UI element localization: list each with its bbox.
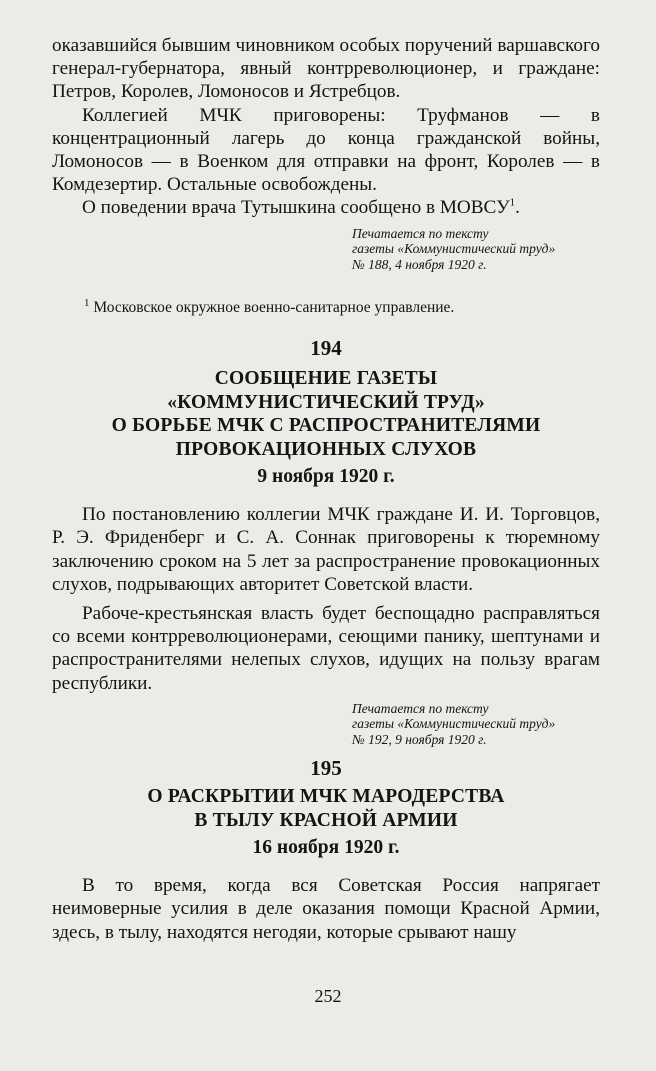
document-title: [52, 785, 600, 832]
paragraph-warning: Рабоче-крестьянская власть будет беспощадно расправляться со всеми контрреволюционерами, сеющими панику, шептунами и распространителями нелепых слухов, идущих на пользу врагам республики.: [52, 602, 600, 694]
paragraph-verdict: Коллегией МЧК приговорены: Труфманов — в концентрационный лагерь до конца гражданской войны, Ломоносов — в Военком для отправки на фронт, Королев — в Комдезертир. Остальные освобождены.: [52, 104, 600, 196]
source-note: Печатается по тексту газеты «Коммунистический труд» № 192, 9 ноября 1920 г.: [352, 700, 556, 747]
footnote-mark: 1: [84, 296, 90, 309]
paragraph-sentence: По постановлению коллегии МЧК граждане И. И. Торговцов, Р. Э. Фриденберг и С. А. Соннак приговорены к тюремному заключению сроком на 5 лет за распространение провокационных слухов, подрывающих авторитет Советской власти.: [52, 504, 600, 595]
paragraph-doctor: [52, 196, 600, 219]
page-number: 252: [314, 986, 342, 1006]
document-number: 195: [310, 756, 342, 781]
paragraph-doctor-end: .: [515, 197, 520, 219]
title-line: СООБЩЕНИЕ ГАЗЕТЫ: [214, 368, 438, 390]
document-number: 194: [310, 336, 342, 361]
title-line: О БОРЬБЕ МЧК С РАСПРОСТРАНИТЕЛЯМИ: [111, 415, 541, 437]
paragraph-doctor-text: О поведении врача Тутышкина сообщено в МОВСУ: [82, 197, 510, 219]
title-line: ПРОВОКАЦИОННЫХ СЛУХОВ: [175, 438, 477, 460]
paragraph-intro: В то время, когда вся Советская Россия напрягает неимоверные усилия в деле оказания помощи Красной Армии, здесь, в тылу, находятся негодяи, которые срывают нашу: [52, 875, 600, 943]
source-note: Печатается по тексту газеты «Коммунистический труд» № 188, 4 ноября 1920 г.: [352, 225, 556, 272]
title-line: «КОММУНИСТИЧЕСКИЙ ТРУД»: [167, 391, 485, 413]
document-date: 16 ноября 1920 г.: [252, 837, 400, 859]
footnote-text: Московское окружное военно-санитарное управление.: [93, 299, 455, 317]
footnote: [84, 298, 600, 317]
document-title: [52, 367, 600, 461]
footnote-reference: 1: [509, 197, 516, 210]
paragraph-continuation: оказавшийся бывшим чиновником особых поручений варшавского генерал-губернатора, явный контрреволюционер, и граждане: Петров, Королев, Ломоносов и Ястребцов.: [52, 35, 600, 103]
document-date: 9 ноября 1920 г.: [257, 466, 395, 488]
title-line: В ТЫЛУ КРАСНОЙ АРМИИ: [194, 809, 458, 831]
title-line: О РАСКРЫТИИ МЧК МАРОДЕРСТВА: [147, 786, 505, 808]
